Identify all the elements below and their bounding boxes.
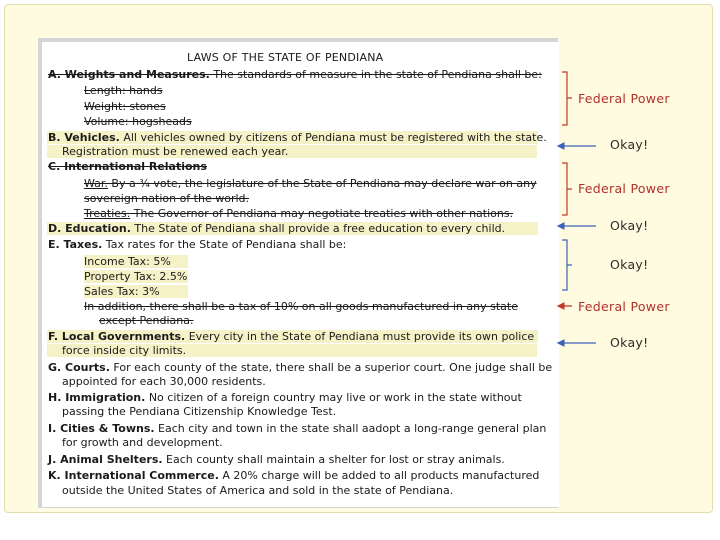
law-f-text: Every city in the State of Pendiana must provide its own police <box>185 330 535 343</box>
law-a-heading: A. Weights and Measures. <box>48 68 210 81</box>
law-k-cont: outside the United States of America and sold in the state of Pendiana. <box>62 484 454 497</box>
law-c-heading: C. International Relations <box>48 160 207 173</box>
law-d-text: The State of Pendiana shall provide a free education to every child. <box>130 222 506 235</box>
law-c <box>48 160 207 173</box>
law-h-text: No citizen of a foreign country may live or work in the state without <box>145 391 522 404</box>
law-c-treaties-text: The Governor of Pendiana may negotiate treaties with other nations. <box>130 207 514 220</box>
law-j <box>48 453 505 466</box>
law-g <box>48 361 552 374</box>
law-e-extra-cont: except Pendiana. <box>99 314 194 327</box>
laws-document <box>42 42 559 507</box>
law-a-text: The standards of measure in the state of Pendiana shall be: <box>209 68 542 81</box>
law-a-item: Weight: stones <box>84 100 166 113</box>
annotation-federal-power: Federal Power <box>578 91 670 106</box>
annotation-okay: Okay! <box>610 218 649 233</box>
law-i-text: Each city and town in the state shall aadopt a long-range general plan <box>154 422 547 435</box>
law-g-heading: G. Courts. <box>48 361 110 374</box>
law-j-heading: J. Animal Shelters. <box>48 453 163 466</box>
annotation-federal-power: Federal Power <box>578 299 670 314</box>
law-a <box>48 68 542 81</box>
annotation-federal-power: Federal Power <box>578 181 670 196</box>
law-d <box>47 222 538 235</box>
law-e-item: Income Tax: 5% <box>84 255 188 268</box>
law-f-heading: F. Local Governments. <box>48 330 186 343</box>
law-h-cont: passing the Pendiana Citizenship Knowledge Test. <box>62 405 337 418</box>
law-c-war <box>84 177 537 190</box>
law-k <box>48 469 539 482</box>
law-e-item: Property Tax: 2.5% <box>84 270 188 283</box>
law-e-text: Tax rates for the State of Pendiana shall be: <box>102 238 347 251</box>
law-a-item: Length: hands <box>84 84 163 97</box>
law-d-heading: D. Education. <box>48 222 131 235</box>
annotation-okay: Okay! <box>610 137 649 152</box>
annotation-okay: Okay! <box>610 257 649 272</box>
law-b <box>47 131 547 144</box>
law-e-extra: In addition, there shall be a tax of 10% on all goods manufactured in any state <box>84 300 518 313</box>
law-f-cont: force inside city limits. <box>47 344 537 357</box>
law-a-item: Volume: hogsheads <box>84 115 192 128</box>
law-c-war-text: By a ¾ vote, the legislature of the State of Pendiana may declare war on any <box>107 177 537 190</box>
law-k-heading: K. International Commerce. <box>48 469 219 482</box>
law-e-heading: E. Taxes. <box>48 238 103 251</box>
law-c-war-cont: sovereign nation of the world. <box>84 192 250 205</box>
law-b-cont: Registration must be renewed each year. <box>47 145 537 158</box>
document-title: LAWS OF THE STATE OF PENDIANA <box>187 51 384 64</box>
law-g-cont: appointed for each 30,000 residents. <box>62 375 266 388</box>
law-b-heading: B. Vehicles. <box>48 131 120 144</box>
law-f <box>47 330 538 343</box>
law-i-cont: for growth and development. <box>62 436 223 449</box>
law-e-item: Sales Tax: 3% <box>84 285 188 298</box>
law-h <box>48 391 522 404</box>
law-c-war-label: War. <box>84 177 108 190</box>
law-b-text: All vehicles owned by citizens of Pendiana must be registered with the state. <box>119 131 547 144</box>
law-g-text: For each county of the state, there shall be a superior court. One judge shall be <box>109 361 553 374</box>
law-c-treaties <box>84 207 513 220</box>
law-j-text: Each county shall maintain a shelter for lost or stray animals. <box>162 453 505 466</box>
law-i-heading: I. Cities & Towns. <box>48 422 155 435</box>
law-k-text: A 20% charge will be added to all products manufactured <box>218 469 540 482</box>
annotation-okay: Okay! <box>610 335 649 350</box>
law-e <box>48 238 346 251</box>
law-c-treaties-label: Treaties. <box>84 207 131 220</box>
law-i <box>48 422 546 435</box>
law-h-heading: H. Immigration. <box>48 391 146 404</box>
